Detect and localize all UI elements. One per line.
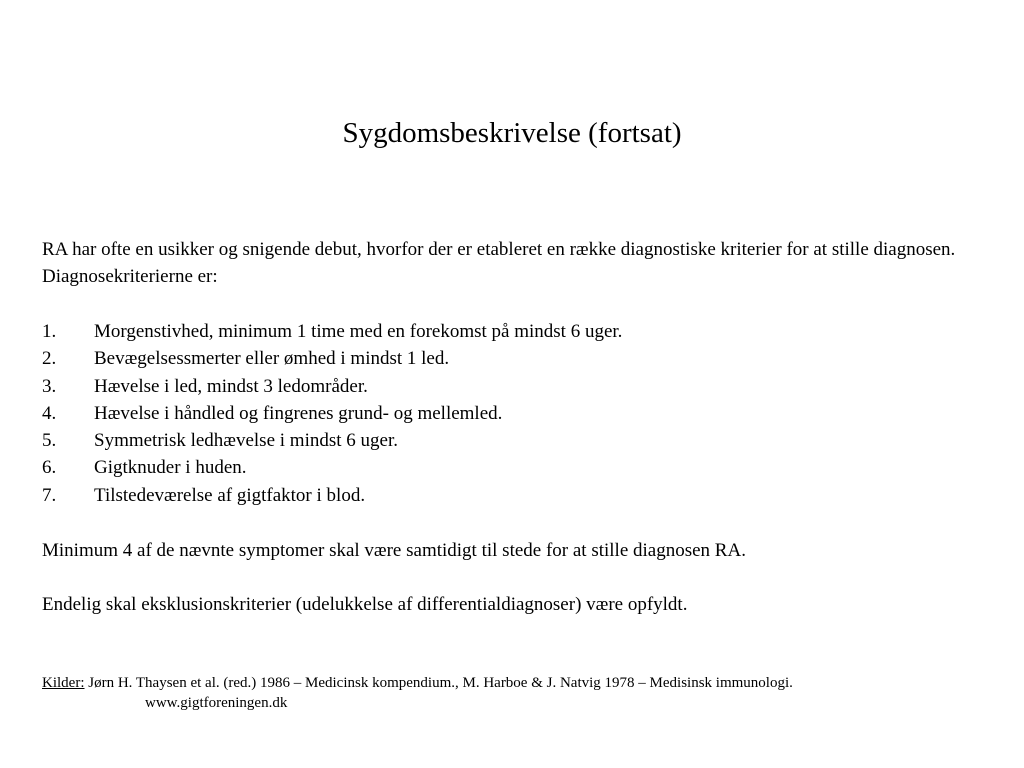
list-item — [42, 482, 982, 509]
sources-link[interactable]: www.gigtforeningen.dk — [145, 695, 288, 711]
list-item-number: 5. — [42, 430, 57, 452]
list-item-text: Morgenstivhed, minimum 1 time med en forekomst på mindst 6 uger. — [94, 321, 623, 342]
list-item-number: 2. — [42, 348, 57, 370]
criteria-list — [42, 318, 982, 509]
intro-paragraph: RA har ofte en usikker og snigende debut, hvorfor der er etableret en række diagnostiske kriterier for at stille diagnosen. Diagnosekriterierne er: — [42, 239, 956, 287]
list-item-text: Symmetrisk ledhævelse i mindst 6 uger. — [94, 430, 398, 452]
sources-label: Kilder: — [42, 675, 85, 691]
list-item-text: Tilstedeværelse af gigtfaktor i blod. — [94, 484, 366, 506]
list-item-text: Hævelse i led, mindst 3 ledområder. — [94, 375, 368, 397]
list-item-number: 1. — [42, 321, 57, 342]
list-item-text: Gigtknuder i huden. — [94, 457, 247, 479]
sources-text: Jørn H. Thaysen et al. (red.) 1986 – Medicinsk kompendium., M. Harboe & J. Natvig 1978 – Medisinsk immunologi. — [84, 675, 793, 691]
sources-block — [42, 673, 1002, 713]
list-item-number: 6. — [42, 457, 57, 479]
list-item-text: Hævelse i håndled og fingrenes grund- og mellemled. — [94, 402, 503, 424]
summary-paragraph: Minimum 4 af de nævnte symptomer skal være samtidigt til stede for at stille diagnosen RA. — [42, 540, 746, 561]
list-item-number: 3. — [42, 375, 57, 397]
list-item — [42, 454, 982, 481]
list-item-number: 4. — [42, 402, 57, 424]
list-item — [42, 427, 982, 454]
slide-title: Sygdomsbeskrivelse (fortsat) — [342, 117, 682, 149]
exclusion-paragraph: Endelig skal eksklusionskriterier (udelukkelse af differentialdiagnoser) være opfyldt. — [42, 594, 688, 615]
list-item-number: 7. — [42, 484, 57, 506]
list-item — [42, 400, 982, 427]
list-item — [42, 373, 982, 400]
list-item-text: Bevægelsessmerter eller ømhed i mindst 1 led. — [94, 348, 450, 370]
list-item — [42, 345, 982, 372]
list-item — [42, 318, 982, 345]
